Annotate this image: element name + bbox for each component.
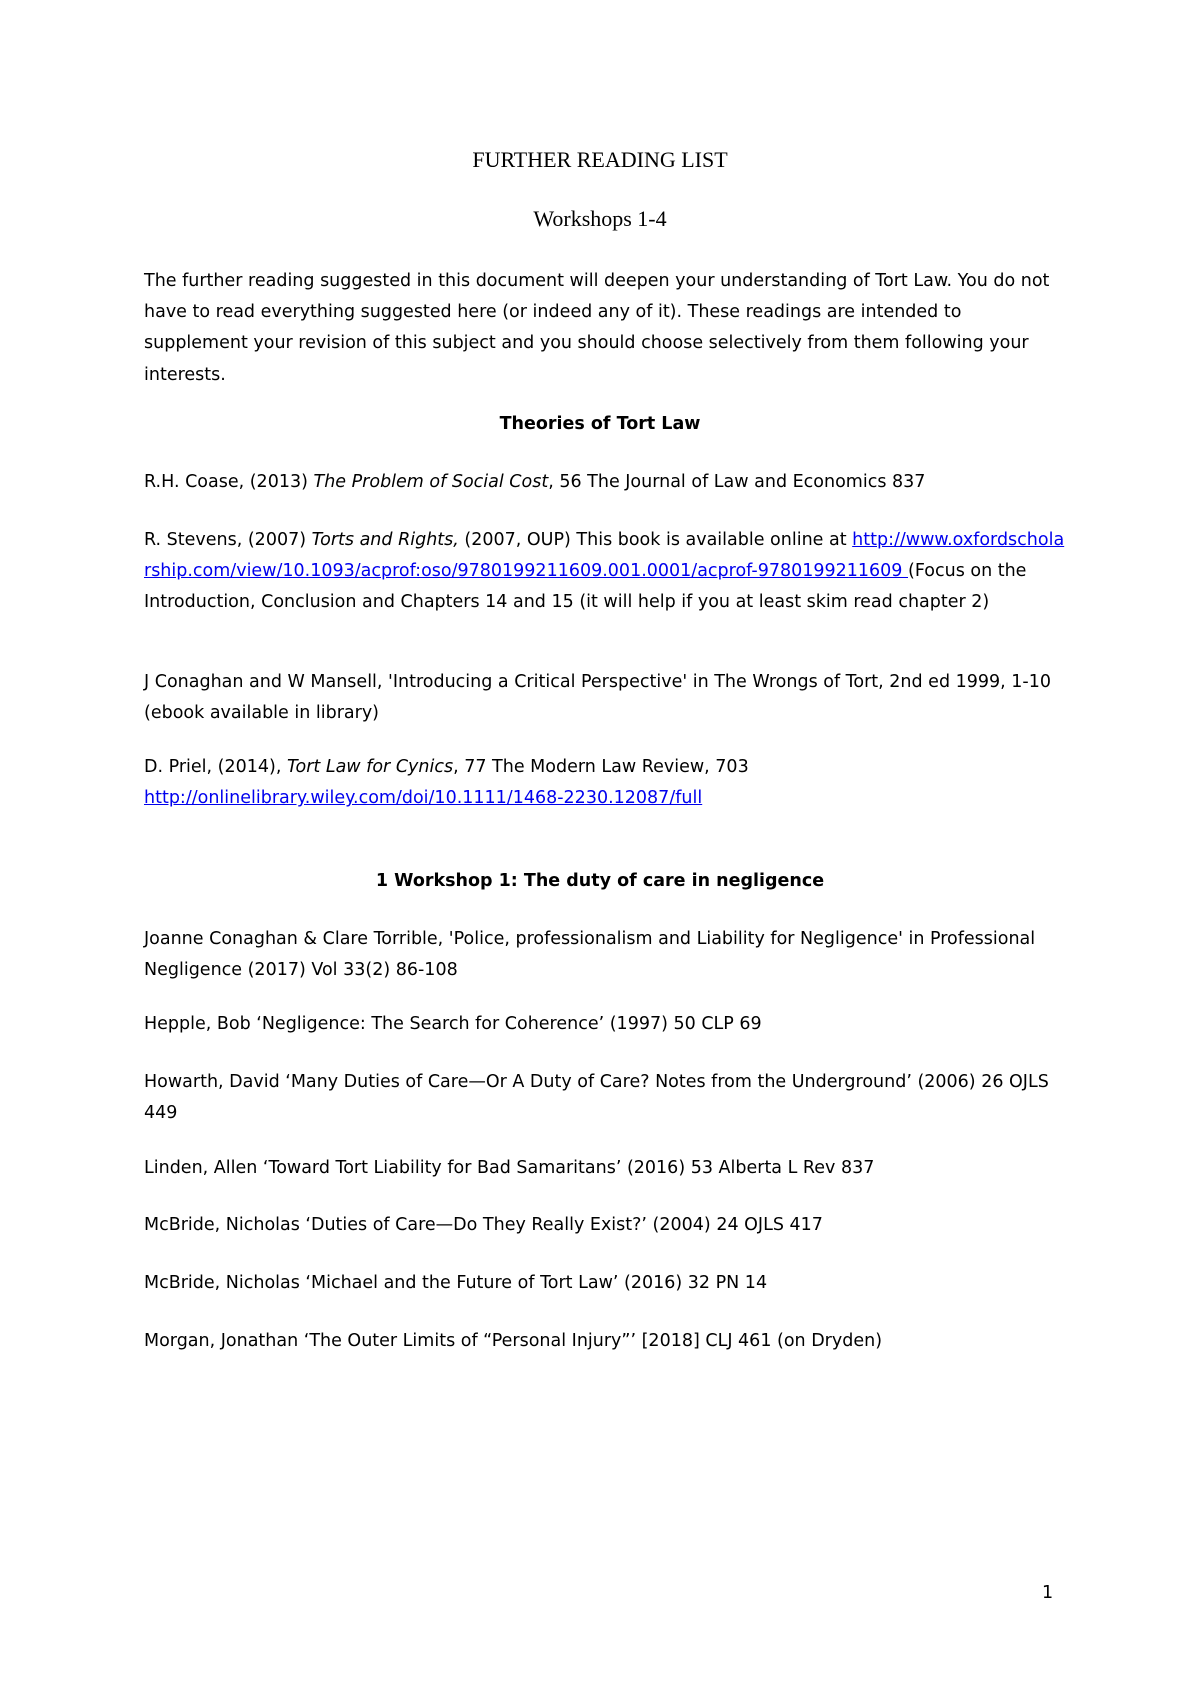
list-item: McBride, Nicholas ‘Duties of Care—Do They Really Exist?’ (2004) 24 OJLS 417: [144, 1215, 823, 1235]
reference-text: (2007, OUP) This book is available online at: [458, 530, 853, 550]
document-title: FURTHER READING LIST: [472, 147, 728, 172]
reference-title: The Problem of Social Cost: [313, 472, 549, 492]
wiley-online-link[interactable]: http://onlinelibrary.wiley.com/doi/10.1111/1468-2230.12087/full: [144, 788, 703, 809]
list-item: Morgan, Jonathan ‘The Outer Limits of “Personal Injury”’ [2018] CLJ 461 (on Dryden): [144, 1331, 883, 1351]
reference-text: , 56 The Journal of Law and Economics 837: [548, 472, 926, 492]
reference-text: , 77 The Modern Law Review, 703: [453, 757, 749, 777]
reference-text: R.H. Coase, (2013): [144, 472, 314, 492]
list-item: Linden, Allen ‘Toward Tort Liability for Bad Samaritans’ (2016) 53 Alberta L Rev 837: [144, 1158, 875, 1178]
intro-paragraph: The further reading suggested in this document will deepen your understanding of Tort Law. You do not have to read everything suggested here (or indeed any of it). These readings are intended to supplement your revision of this subject and you should choose selectively from them following your interests.: [144, 271, 1050, 385]
reference-note: (Focus on the Introduction, Conclusion and Chapters 14 and 15 (it will help if you at least skim read chapter 2): [144, 561, 1027, 613]
reference-conaghan: J Conaghan and W Mansell, 'Introducing a Critical Perspective' in The Wrongs of Tort, 2nd ed 1999, 1-10 (ebook available in library): [144, 672, 1052, 724]
list-item: Howarth, David ‘Many Duties of Care—Or A Duty of Care? Notes from the Underground’ (2006) 26 OJLS 449: [144, 1072, 1049, 1124]
list-item: Joanne Conaghan & Clare Torrible, 'Police, professionalism and Liability for Negligence' in Professional Negligence (2017) Vol 33(2) 86-108: [144, 929, 1036, 981]
section-heading-theories: Theories of Tort Law: [499, 414, 701, 434]
reference-title: Tort Law for Cynics: [286, 757, 454, 777]
reference-text: D. Priel, (2014),: [144, 757, 287, 777]
list-item: McBride, Nicholas ‘Michael and the Future of Tort Law’ (2016) 32 PN 14: [144, 1273, 768, 1293]
page-number: 1: [1042, 1583, 1054, 1603]
reference-stevens: [144, 525, 1066, 619]
reference-title: Torts and Rights,: [311, 530, 459, 550]
oxford-scholarship-link[interactable]: http://www.oxfordscholarship.com/view/10.1093/acprof:oso/9780199211609.001.0001/acprof-9780199211609: [144, 530, 1065, 582]
list-item: Hepple, Bob ‘Negligence: The Search for Coherence’ (1997) 50 CLP 69: [144, 1014, 762, 1034]
reference-coase: [144, 467, 1066, 498]
reference-text: R. Stevens, (2007): [144, 530, 312, 550]
document-subtitle: Workshops 1-4: [533, 206, 667, 231]
reference-priel: [144, 752, 1066, 814]
section-heading-workshop-1: 1 Workshop 1: The duty of care in negligence: [375, 871, 825, 891]
